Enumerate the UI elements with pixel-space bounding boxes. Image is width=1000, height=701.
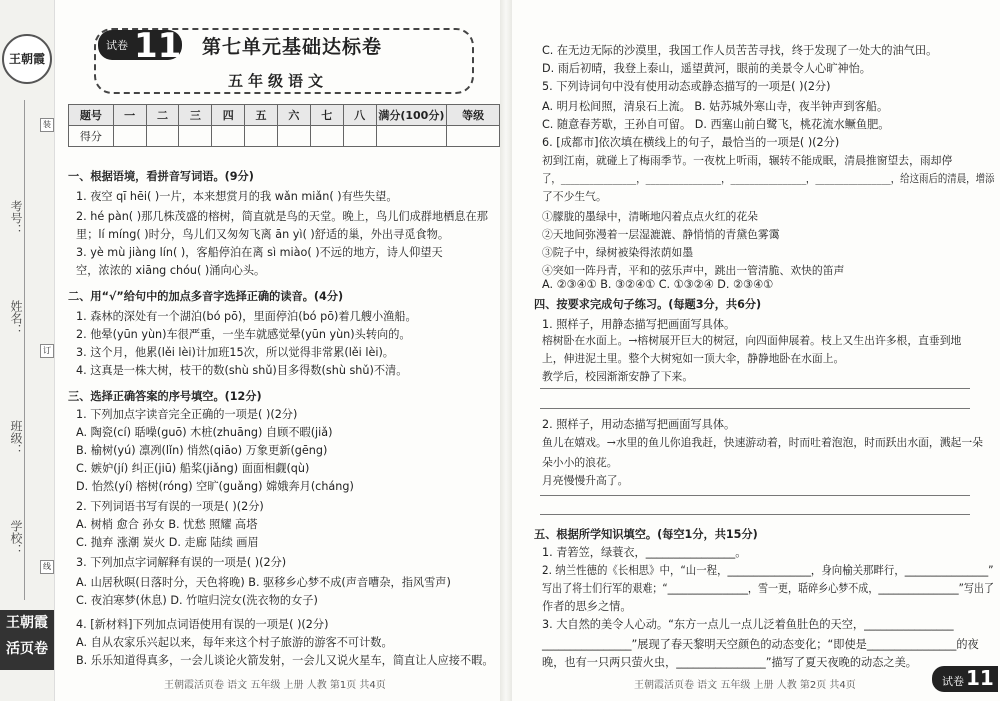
badge-label: 试卷 (942, 675, 964, 688)
question-line: C. 夜泊寒梦(休息) D. 竹喧归浣女(洗衣物的女子) (76, 594, 318, 607)
table-cell: 等级 (447, 105, 500, 126)
question-line: A. 明月松间照，清泉石上流。 B. 姑苏城外寒山寺，夜半钟声到客船。 (542, 100, 889, 113)
score-cell[interactable] (343, 126, 376, 147)
question-line: C. 抛弃 涨潮 炭火 D. 走廊 陆续 画眉 (76, 536, 259, 549)
question-line: 2. 下列词语书写有误的一项是( )(2分) (76, 500, 264, 513)
question-line: 晚，也有一只两只萤火虫，________________”描写了夏天夜晚的动态之美。 (542, 656, 917, 669)
question-line: A. 自从农家乐兴起以来，每年来这个村子旅游的游客不可计数。 (76, 636, 393, 649)
question-line: 作者的思乡之情。 (542, 600, 632, 613)
question-line: ②天地间弥漫着一层湿漉漉、静悄悄的青黛色雾霭 (542, 228, 780, 241)
question-line: 5. 下列诗词句中没有使用动态或静态描写的一项是( )(2分) (542, 80, 831, 93)
question-line: 榕树卧在水面上。→榕树展开巨大的树冠，向四面伸展着。枝上又生出许多根，直垂到地 (542, 334, 962, 347)
table-cell: 七 (310, 105, 343, 126)
brand-badge (0, 610, 54, 670)
badge-number: 11 (966, 666, 994, 690)
page-footer: 王朝霞活页卷 语文 五年级 上册 人教 第1页 共4页 (164, 680, 386, 691)
name-label: 姓名： (9, 300, 23, 336)
score-cell[interactable] (310, 126, 343, 147)
binding-seal: 订 (40, 344, 54, 358)
question-line: 鱼儿在嬉戏。→水里的鱼儿你追我赶，快速游动着，时而吐着泡泡，时而跃出水面，溅起一朵 (542, 436, 983, 449)
page-subtitle: 五年级语文 (228, 72, 329, 90)
question-line: D. 雨后初晴，我登上泰山，遥望黄河，眼前的美景令人心旷神怡。 (542, 62, 871, 75)
question-line: 里；lí míng( )时分，鸟儿们又匆匆飞离 ān yì( )舒适的巢，外出寻觅食物。 (76, 228, 450, 241)
table-cell: 二 (146, 105, 179, 126)
brand-line1: 王朝霞 (6, 615, 48, 631)
table-cell: 一 (113, 105, 146, 126)
question-line: 教学后，校园渐渐安静了下来。 (542, 370, 694, 383)
section-heading: 二、用“√”给句中的加点多音字选择正确的读音。(4分) (68, 290, 344, 303)
question-line: A. 山居秋暝(日落时分，天色将晚) B. 驱移乡心梦不成(声音嘈杂，指风雪声) (76, 576, 451, 589)
score-cell[interactable] (113, 126, 146, 147)
question-line: ①朦胧的墨绿中，清晰地闪着点点火红的花朵 (542, 210, 758, 223)
table-cell: 题号 (69, 105, 114, 126)
section-heading: 一、根据语境，看拼音写词语。(9分) (68, 170, 254, 183)
question-line: 4. [新材料]下列加点词语使用有误的一项是( )(2分) (76, 618, 329, 631)
exam-badge (98, 26, 182, 66)
score-cell[interactable] (245, 126, 278, 147)
question-line: A. 陶瓷(cí) 聒噪(guō) 木桩(zhuāng) 自顾不暇(jiǎ) (76, 426, 333, 439)
answer-line[interactable] (540, 495, 970, 496)
question-line: C. 随意春芳歇，王孙自可留。 D. 西塞山前白鹭飞，桃花流水鳜鱼肥。 (542, 118, 890, 131)
question-line: ________________”展现了春天黎明天空颜色的动态变化；“即使是________________的夜 (542, 638, 979, 651)
score-cell[interactable] (376, 126, 447, 147)
question-line: B. 榆树(yú) 凛冽(lǐn) 悄然(qiāo) 万象更新(gēng) (76, 444, 328, 457)
question-line: 了不少生气。 (542, 190, 607, 203)
section-heading: 四、按要求完成句子练习。(每题3分，共6分) (534, 298, 762, 311)
question-line: 3. 下列加点字词解释有误的一项是( )(2分) (76, 556, 287, 569)
brand-line2: 活页卷 (6, 641, 48, 657)
score-cell[interactable] (277, 126, 310, 147)
page-footer: 王朝霞活页卷 语文 五年级 上册 人教 第2页 共4页 (634, 680, 856, 691)
left-page (54, 0, 500, 701)
question-line: 上，伸进泥土里。整个大树宛如一顶大伞，静静地卧在水面上。 (542, 352, 845, 365)
badge-number: 11 (134, 26, 182, 66)
question-line: 3. yè mù jiàng lín( )，客船停泊在离 sì miào( )不远的地方，诗人仰望天 (76, 246, 443, 259)
question-line: 1. 下列加点字读音完全正确的一项是( )(2分) (76, 408, 298, 421)
binding-seal: 线 (40, 560, 54, 574)
section-heading: 五、根据所学知识填空。(每空1分，共15分) (534, 528, 758, 541)
score-header-row (69, 105, 500, 126)
question-line: ③院子中，绿树被染得浓荫如墨 (542, 246, 694, 259)
badge-label: 试卷 (106, 39, 128, 52)
question-line: 6. [成都市]依次填在横线上的句子，最恰当的一项是( )(2分) (542, 136, 840, 149)
question-line: 月亮慢慢升高了。 (542, 474, 629, 487)
school-label: 学校： (9, 520, 23, 556)
question-line: B. 乐乐知道得真多，一会儿谈论火箭发射，一会儿又说火星车，简直让人应接不暇。 (76, 654, 494, 667)
brand-logo: 王朝霞 (2, 34, 52, 84)
question-line: 写出了将士们行军的艰难；“________________，雪一更，聒碎乡心梦不成，________________”写出了 (542, 582, 994, 595)
question-line: ④突如一阵丹青，平和的弦乐声中，跳出一管清脆、欢快的笛声 (542, 264, 845, 277)
question-line: 1. 青箬笠，绿蓑衣，________________。 (542, 546, 747, 559)
table-cell: 满分(100分) (376, 105, 447, 126)
question-line: 朵小小的浪花。 (542, 456, 618, 469)
question-line: D. 怡然(yí) 榕树(róng) 空旷(guǎng) 嫦娥奔月(cháng) (76, 480, 354, 493)
score-table (68, 104, 500, 147)
score-cell[interactable] (179, 126, 212, 147)
binding-seal: 装 (40, 118, 54, 132)
table-cell: 三 (179, 105, 212, 126)
binding-strip (0, 0, 55, 701)
question-line: 了，________________，________________，________________，________________，给这雨后的清晨，增添 (542, 172, 995, 185)
page-title: 第七单元基础达标卷 (202, 36, 383, 58)
question-line: 1. 照样子，用静态描写把画面写具体。 (542, 318, 736, 331)
question-line: 1. 夜空 qī hēi( )一片，本来想赏月的我 wǎn miǎn( )有些失望。 (76, 190, 398, 203)
table-cell: 八 (343, 105, 376, 126)
question-line: C. 在无边无际的沙漠里，我国工作人员苦苦寻找，终于发现了一处大的油气田。 (542, 44, 938, 57)
right-page (512, 0, 1000, 701)
class-label: 班级： (9, 420, 23, 456)
answer-line[interactable] (540, 408, 970, 409)
table-cell: 得分 (69, 126, 114, 147)
question-line: 2. hé pàn( )那几株茂盛的榕树，简直就是鸟的天堂。晚上，鸟儿们成群地栖息在那 (76, 210, 488, 223)
score-cell[interactable] (447, 126, 500, 147)
question-line: 3. 这个月，他累(lěi lèi)计加班15次，所以觉得非常累(lěi lèi)。 (76, 346, 394, 359)
answer-line[interactable] (540, 514, 970, 515)
question-line: 4. 这真是一株大树，枝干的数(shù shǔ)目多得数(shù shǔ)不清。 (76, 364, 408, 377)
question-line: A. 树梢 愈合 孙女 B. 忧愁 照耀 高塔 (76, 518, 258, 531)
page-badge (932, 666, 998, 692)
page-fold (500, 0, 512, 701)
table-cell: 六 (277, 105, 310, 126)
answer-line[interactable] (540, 388, 970, 389)
question-line: 初到江南，就碰上了梅雨季节。一夜枕上听雨，辗转不能成眠，清晨推窗望去，雨却停 (542, 154, 953, 167)
exam-number-label: 考号： (9, 200, 23, 236)
question-line: 2. 纳兰性德的《长相思》中，“山一程，________________，身向榆关那畔行，________________” (542, 564, 994, 577)
table-cell: 四 (212, 105, 245, 126)
table-cell: 五 (245, 105, 278, 126)
section-heading: 三、选择正确答案的序号填空。(12分) (68, 390, 262, 403)
question-line: 2. 他晕(yūn yùn)车很严重，一坐车就感觉晕(yūn yùn)头转向的。 (76, 328, 411, 341)
question-line: 空，浓浓的 xiāng chóu( )涌向心头。 (76, 264, 266, 277)
score-cell[interactable] (146, 126, 179, 147)
score-value-row (69, 126, 500, 147)
question-line: 1. 森林的深处有一个湖泊(bó pō)，里面停泊(bó pō)着几艘小渔船。 (76, 310, 417, 323)
question-line: 2. 照样子，用动态描写把画面写具体。 (542, 418, 736, 431)
score-cell[interactable] (212, 126, 245, 147)
question-line: 3. 大自然的美令人心动。“东方一点儿一点儿泛着鱼肚色的天空，________________ (542, 618, 954, 631)
question-line: C. 嫉妒(jí) 纠正(jiū) 船桨(jiǎng) 面面相觑(qù) (76, 462, 310, 475)
question-line: A. ②③④① B. ③②④① C. ①③②④ D. ②③④① (542, 278, 774, 291)
